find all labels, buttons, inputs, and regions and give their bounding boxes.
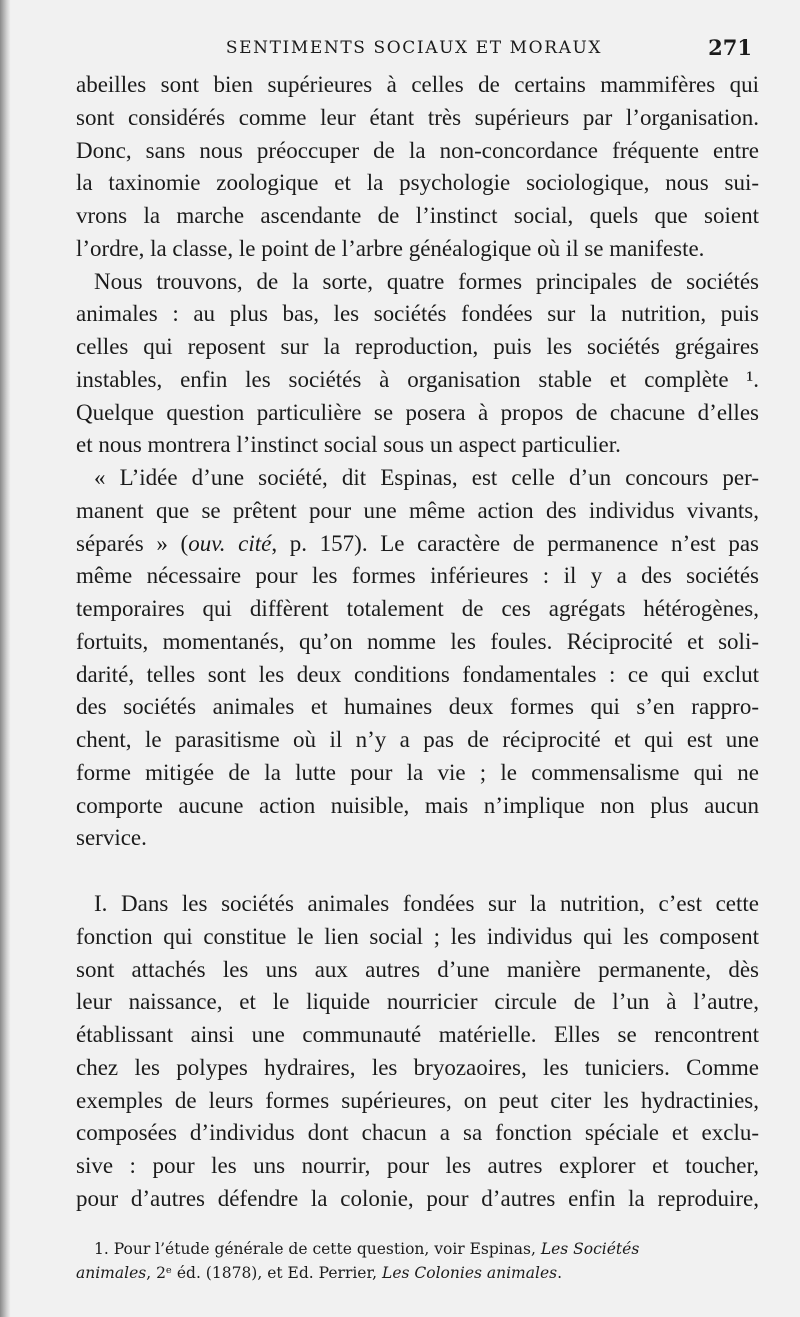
text-line: établissant ainsi une communauté matérielle. Elles se rencontrent [76,1022,759,1047]
text-line: sive : pour les uns nourrir, pour les autres explorer et toucher, [76,1153,759,1178]
text-line: l’ordre, la classe, le point de l’arbre généalogique où il se manifeste. [76,235,705,261]
text-line: leur naissance, et le liquide nourricier circule de l’un à l’autre, [76,989,759,1015]
main-text [76,69,759,1216]
text-line: chez les polypes hydraires, les bryozaoires, les tuniciers. Comme [76,1054,759,1080]
text-segment: séparés » ( [76,530,189,556]
text-line [76,528,759,561]
text-line: comporte aucune action nuisible, mais n’implique non plus aucun [76,792,759,818]
page-number: 271 [708,35,752,60]
text-line: Donc, sans nous préoccuper de la non-concordance fréquente entre [76,137,759,163]
section-gap [76,855,759,888]
text-line: Nous trouvons, de la sorte, quatre formes principales de sociétés [94,268,759,294]
text-line: vrons la marche ascendante de l’instinct social, quels que soient [76,203,759,228]
text-line: forme mitigée de la lutte pour la vie ; le commensalisme qui ne [76,759,759,785]
running-title: SENTIMENTS SOCIAUX ET MORAUX [225,38,603,58]
text-line: sont considérés comme leur étant très supérieurs par l’organisation. [76,104,759,130]
text-line: temporaires qui diffèrent totalement de ces agrégats hétérogènes, [76,596,759,621]
footnote [76,1237,759,1285]
text-line: darité, telles sont les deux conditions fondamentales : ce qui exclut [76,661,759,687]
footnote-italic: animales [76,1264,147,1282]
text-line: « L’idée d’une société, dit Espinas, est celle d’un concours per- [94,465,759,490]
footnote-italic: Les Colonies animales [382,1264,558,1282]
running-head [76,34,752,62]
text-line: exemples de leurs formes supérieures, on peut citer les hydractinies, [76,1087,759,1113]
text-line: Quelque question particulière se posera à propos de chacune d’elles [76,399,759,425]
text-line: animales : au plus bas, les sociétés fondées sur la nutrition, puis [76,301,759,327]
text-line: des sociétés animales et humaines deux formes qui s’en rappro- [76,694,759,720]
text-line: manent que se prêtent pour une même action des individus vivants, [76,497,759,523]
page-edge-shadow [0,0,11,1317]
footnote-line [76,1237,759,1261]
footnote-line [76,1261,759,1285]
text-line: service. [76,825,147,851]
text-line: I. Dans les sociétés animales fondées sur la nutrition, c’est cette [94,891,759,916]
text-line: sont attachés les uns aux autres d’une manière permanente, dès [76,956,759,982]
text-line: abeilles sont bien supérieures à celles de certains mammifères qui [76,72,759,97]
text-line: fonction qui constitue le lien social ; les individus qui les composent [76,923,759,949]
text-line: composées d’individus dont chacun a sa fonction spéciale et exclu- [76,1120,759,1146]
text-line: instables, enfin les sociétés à organisation stable et complète ¹. [76,366,759,392]
text-line: chent, le parasitisme où il n’y a pas de réciprocité et qui est une [76,727,759,752]
text-line: même nécessaire pour les formes inférieures : il y a des sociétés [76,563,759,589]
text-line: pour d’autres défendre la colonie, pour d’autres enfin la reproduire, [76,1185,759,1211]
footnote-segment: 1. Pour l’étude générale de cette question, voir Espinas, [94,1240,541,1258]
text-segment: , p. 157). Le caractère de permanence n’est pas [271,530,759,556]
text-line: celles qui reposent sur la reproduction, puis les sociétés grégaires [76,334,759,359]
footnote-segment: , 2ᵉ éd. (1878), et Ed. Perrier, [146,1264,383,1282]
text-line: et nous montrera l’instinct social sous un aspect particulier. [76,432,621,458]
italic-citation: ouv. cité [188,530,272,556]
text-line: fortuits, momentanés, qu’on nomme les foules. Réciprocité et soli- [76,628,759,654]
text-line: la taxinomie zoologique et la psychologie sociologique, nous sui- [76,170,759,196]
footnote-italic: Les Sociétés [540,1240,640,1258]
footnote-segment: . [557,1264,563,1282]
